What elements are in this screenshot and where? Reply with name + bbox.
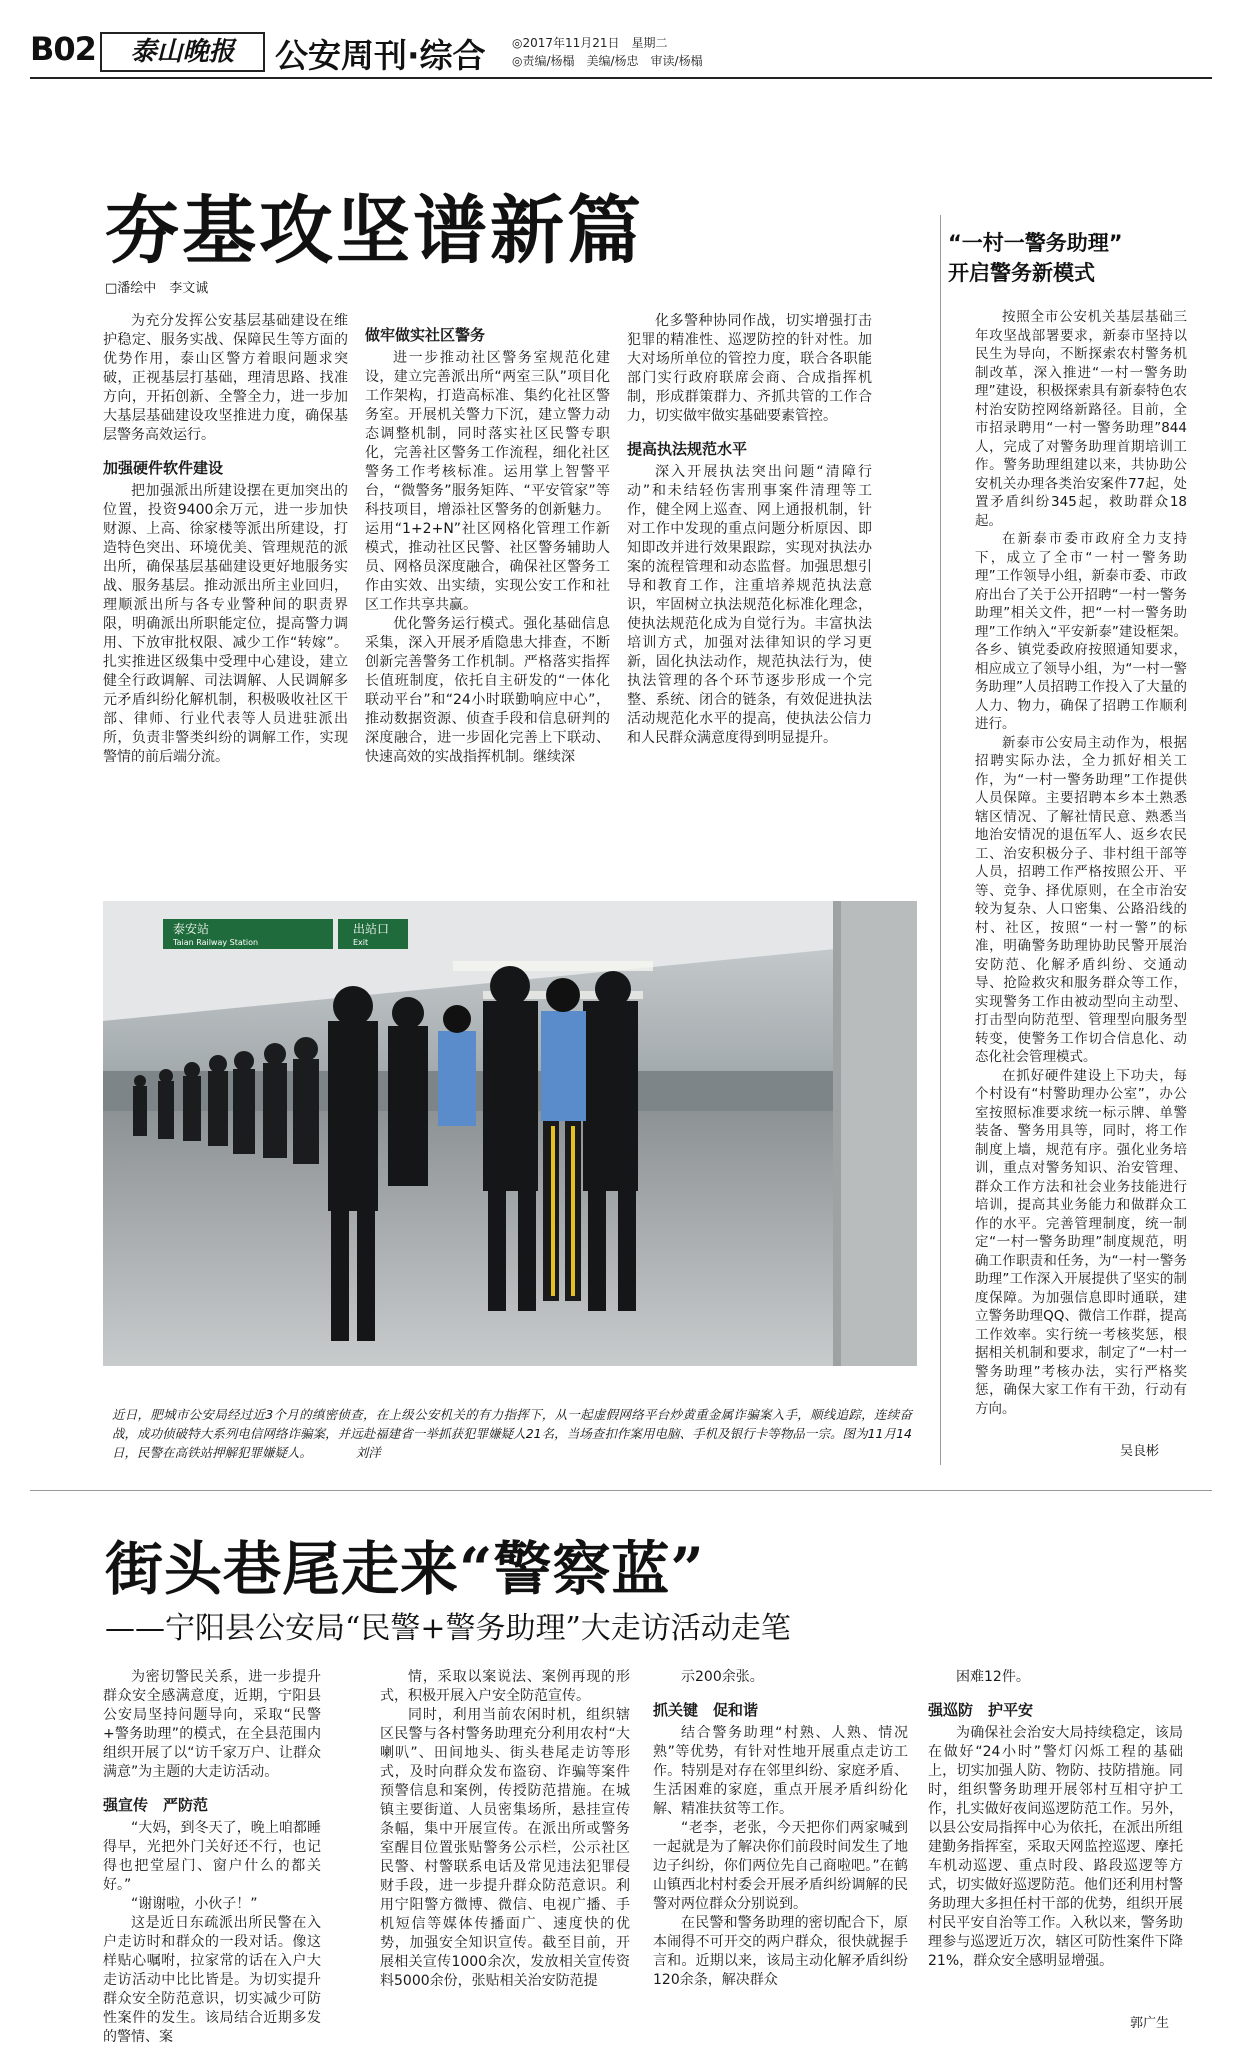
paragraph: 结合警务助理“村熟、人熟、情况熟”等优势，有针对性地开展重点走访工作。特别是对存在邻里纠纷、家庭矛盾、生活困难的家庭，重点开展矛盾纠纷化解、精准扶贫等工作。 (653, 1725, 908, 1817)
station-sign-en: Taian Railway Station (173, 938, 259, 947)
paragraph: 化多警种协同作战，切实增强打击犯罪的精准性、巡逻防控的针对性。加大对场所单位的管控力度，联合各职能部门实行政府联席会商、合成指挥机制，形成群策群力、齐抓共管的工作合力，切实做牢做实基础要素管控。 (627, 313, 872, 424)
photo-caption: 近日，肥城市公安局经过近3个月的缜密侦查，在上级公安机关的有力指挥下，从一起虚假网络平台炒黄重金属诈骗案入手，顺线追踪，连续奋战，成功侦破特大系列电信网络诈骗案，并远赴福建省一举抓获犯罪嫌疑人21名，当场查扣作案用电脑、手机及银行卡等物品一宗。图为11月14日，民警在高铁站押解犯罪嫌疑人。 刘洋 (112, 1407, 912, 1460)
paragraph: 这是近日东疏派出所民警在入户走访时和群众的一段对话。像这样贴心嘱咐，拉家常的话在入户大走访活动中比比皆是。为切实提升群众安全防范意识，切实减少可防性案件的发生。该局结合近期多发的警情、案 (103, 1915, 321, 2045)
article2-column-1 (103, 1668, 321, 2047)
article2-column-3 (653, 1668, 908, 1990)
article1-title: 夯基攻坚谱新篇 (105, 188, 644, 274)
article2-subtitle: ——宁阳县公安局“民警+警务助理”大走访活动走笔 (105, 1611, 791, 1646)
sidebar-paragraph: 在抓好硬件建设上下功夫，每个村设有“村警助理办公室”，办公室按照标准要求统一标示牌、单警装备、警务用具等，同时，将工作制度上墙，规范有序。强化业务培训，重点对警务知识、治安管理、群众工作方法和社会业务技能进行培训，提高其业务能力和做群众工作的水平。完善管理制度，统一制定“一村一警务助理”制度规范，明确工作职责和任务，为“一村一警务助理”工作深入开展提供了坚实的制度保障。为加强信息即时通联，建立警务助理QQ、微信工作群，提高工作效率。实行统一考核奖惩，根据相关机制和要求，制定了“一村一警务助理”考核办法，实行严格奖惩，确保大家工作有干劲，行动有方向。 (975, 1067, 1187, 1417)
paragraph: 深入开展执法突出问题“清障行动”和未结轻伤害刑事案件清理等工作，健全网上巡查、网上通报机制，针对工作中发现的重点问题分析原因、即知即改并进行效果跟踪，实现对执法办案的流程管理和动态监督。加强思想引导和教育工作，注重培养规范执法意识，牢固树立执法规范化标准化理念，使执法规范化成为自觉行为。丰富执法培训方式，加强对法律知识的学习更新，固化执法动作，规范执法行为，使执法管理的各个环节逐步形成一个完整、系统、闭合的链条，有效促进执法活动规范化水平的提高，使执法公信力和人民群众满意度得到明显提升。 (627, 464, 872, 746)
paragraph: 在民警和警务助理的密切配合下，原本闹得不可开交的两户群众，很快就握手言和。近期以来，该局主动化解矛盾纠纷120余条，解决群众 (653, 1915, 908, 1988)
article1-byline: □潘绘中 李文诚 (105, 281, 209, 296)
sidebar-divider (940, 215, 941, 1465)
station-sign-text: 泰安站 (173, 922, 210, 936)
section-heading: 强宣传 严防范 (103, 1796, 209, 1814)
header-meta (512, 34, 703, 70)
paragraph: 进一步推动社区警务室规范化建设，建立完善派出所“两室三队”项目化工作架构，打造高标准、集约化社区警务室。开展机关警力下沉，建立警力动态调整机制，同时落实社区民警专职化，完善社区警务工作流程，细化社区警务工作考核标准。运用掌上智警平台，“微警务”服务矩阵、“平安管家”等科技项目，增添社区警务的创新魅力。运用“1+2+N”社区网格化管理工作新模式，推动社区民警、社区警务辅助人员、网格员深度融合，确保社区警务工作由实效、出实绩，实现公安工作和社区工作共享共赢。 (365, 350, 610, 613)
section-heading: 抓关键 促和谐 (653, 1701, 759, 1719)
newspaper-logo: 泰山晚报 (100, 32, 265, 72)
paragraph: 示200余张。 (681, 1669, 764, 1685)
section-divider (30, 1490, 1212, 1491)
paragraph: “谢谢啦，小伙子！” (131, 1896, 258, 1912)
exit-sign-en: Exit (353, 938, 369, 947)
section-heading: 提高执法规范水平 (627, 440, 748, 458)
section-title: 公安周刊·综合 (275, 36, 486, 75)
article2-title: 街头巷尾走来“警察蓝” (105, 1535, 705, 1603)
article2-author: 郭广生 (1130, 2016, 1170, 2031)
paragraph: 困难12件。 (956, 1669, 1030, 1685)
article2-column-4 (928, 1668, 1183, 1971)
header-rule (30, 77, 1212, 79)
date-line: ◎2017年11月21日 星期二 (512, 36, 668, 50)
article1-column-2 (365, 312, 610, 767)
article2-column-2 (380, 1668, 630, 1991)
sidebar-title-line-1: “一村一警务助理” (948, 231, 1123, 255)
credits-line: ◎责编/杨榻 美编/杨忠 审读/杨榻 (512, 54, 703, 68)
sidebar-paragraph: 新泰市公安局主动作为，根据招聘实际办法，全力抓好相关工作，为“一村一警务助理”工作提供人员保障。主要招聘本乡本土熟悉辖区情况、了解社情民意、熟悉当地治安情况的退伍军人、返乡农民工、治安积极分子、非村组干部等人员，招聘工作严格按照公开、平等、竞争、择优原则，在全市治安较为复杂、人口密集、公路沿线的村、社区，按照“一村一警”的标准，明确警务助理协助民警开展治安防范、化解矛盾纠纷、交通动导、抢险救灾和服务群众等工作，实现警务工作由被动型向主动型、打击型向防范型、管理型向服务型转变，使警务工作切合信息化、动态化社会管理模式。 (975, 734, 1187, 1065)
page-number: B02 (30, 30, 96, 68)
article1-column-1 (103, 312, 348, 767)
sidebar-paragraph: 在新泰市委市政府全力支持下，成立了全市“一村一警务助理”工作领导小组，新泰市委、市政府出台了关于公开招聘“一村一警务助理”相关文件，把“一村一警务助理”工作纳入“平安新泰”建设框架。各乡、镇党委政府按照通知要求，相应成立了领导小组，为“一村一警务助理”人员招聘工作投入了大量的人力、物力，确保了招聘工作顺利进行。 (975, 531, 1187, 732)
sidebar-paragraph: 按照全市公安机关基层基础三年攻坚战部署要求，新泰市坚持以民生为导向，不断探索农村警务机制改革，深入推进“一村一警务助理”建设，积极探索具有新泰特色农村治安防控网络新路径。目前，全市招录聘用“一村一警务助理”844人，完成了对警务助理首期培训工作。警务助理组建以来，共协助公安机关办理各类治安案件77起，处置矛盾纠纷345起，救助群众18起。 (975, 309, 1187, 529)
paragraph: 把加强派出所建设摆在更加突出的位置，投资9400余万元，进一步加快财源、上高、徐家楼等派出所建设，打造特色突出、环境优美、管理规范的派出所，确保基层基础建设更好地服务实战、服务基层。推动派出所主业回归，理顺派出所与各专业警种间的职责界限，明确派出所职能定位，提高警力调用、下放审批权限、减少工作“转嫁”。扎实推进区级集中受理中心建设，建立健全行政调解、司法调解、人民调解多元矛盾纠纷化解机制，积极吸收社区干部、律师、行业代表等人员进驻派出所，负责非警类纠纷的调解工作，实现警情的前后端分流。 (103, 483, 348, 765)
paragraph: 为密切警民关系，进一步提升群众安全感满意度，近期，宁阳县公安局坚持问题导向，采取“民警+警务助理”的模式，在全县范围内组织开展了以“访千家万户、让群众满意”为主题的大走访活动。 (103, 1669, 321, 1780)
sidebar-body (975, 308, 1187, 1418)
paragraph: 为充分发挥公安基层基础建设在维护稳定、服务实战、保障民生等方面的优势作用，泰山区警方着眼问题求突破，正视基层打基础，理清思路、找准方向，开拓创新、全警全力，进一步加大基层基础建设攻坚推进力度，确保基层警务高效运行。 (103, 313, 348, 443)
section-heading: 加强硬件软件建设 (103, 459, 224, 477)
paragraph: 为确保社会治安大局持续稳定，该局在做好“24小时”警灯闪烁工程的基础上，切实加强人防、物防、技防措施。同时，组织警务助理开展邻村互相守护工作，扎实做好夜间巡逻防范工作。另外，以县公安局指挥中心为依托，在派出所组建勤务指挥室，采取天网监控巡逻、摩托车机动巡逻、重点时段、路段巡逻等方式，切实做好巡逻防范。他们还利用村警务助理大多担任村干部的优势，组织开展村民平安自治等工作。入秋以来，警务助理参与巡逻近万次，辖区可防性案件下降21%，群众安全感明显增强。 (928, 1725, 1183, 1969)
sidebar-author: 吴良彬 (1120, 1444, 1160, 1459)
section-heading: 强巡防 护平安 (928, 1701, 1034, 1719)
paragraph: 同时，利用当前农闲时机，组织辖区民警与各村警务助理充分利用农村“大喇叭”、田间地头、街头巷尾走访等形式，及时向群众发布盗窃、诈骗等案件预警信息和案例，传授防范措施。在城镇主要街道、人员密集场所，悬挂宣传条幅，集中开展宣传。在派出所或警务室醒目位置张贴警务公示栏，公示社区民警、村警联系电话及常见违法犯罪侵财手段，进一步提升群众防范意识。利用宁阳警方微博、微信、电视广播、手机短信等媒体传播面广、速度快的优势，加强安全知识宣传。截至目前，开展相关宣传1000余次，发放相关宣传资料5000余份，张贴相关治安防范提 (380, 1707, 630, 1989)
sidebar-title (948, 228, 1210, 288)
paragraph: “大妈，到冬天了，晚上咱都睡得早，光把外门关好还不行，也记得也把堂屋门、窗户什么的都关好。” (103, 1820, 321, 1893)
exit-sign-text: 出站口 (353, 922, 390, 936)
sidebar-title-line-2: 开启警务新模式 (948, 261, 1095, 285)
news-photo-illustration (103, 901, 917, 1366)
section-heading: 做牢做实社区警务 (365, 326, 486, 344)
paragraph: 情，采取以案说法、案例再现的形式，积极开展入户安全防范宣传。 (380, 1669, 630, 1704)
article1-column-3 (627, 312, 872, 748)
paragraph: “老李，老张，今天把你们两家喊到一起就是为了解决你们前段时间发生了地边子纠纷，你们两位先自己商啦吧。”在鹤山镇西北村村委会开展矛盾纠纷调解的民警对两位群众分别说到。 (653, 1820, 908, 1912)
paragraph: 优化警务运行模式。强化基础信息采集，深入开展矛盾隐患大排查，不断创新完善警务工作机制。严格落实指挥长值班制度，依托自主研发的“一体化联动平台”和“24小时联勤响应中心”，推动数据资源、侦查手段和信息研判的深度融合，进一步固化完善上下联动、快速高效的实战指挥机制。继续深 (365, 616, 610, 765)
news-photo (103, 901, 917, 1366)
